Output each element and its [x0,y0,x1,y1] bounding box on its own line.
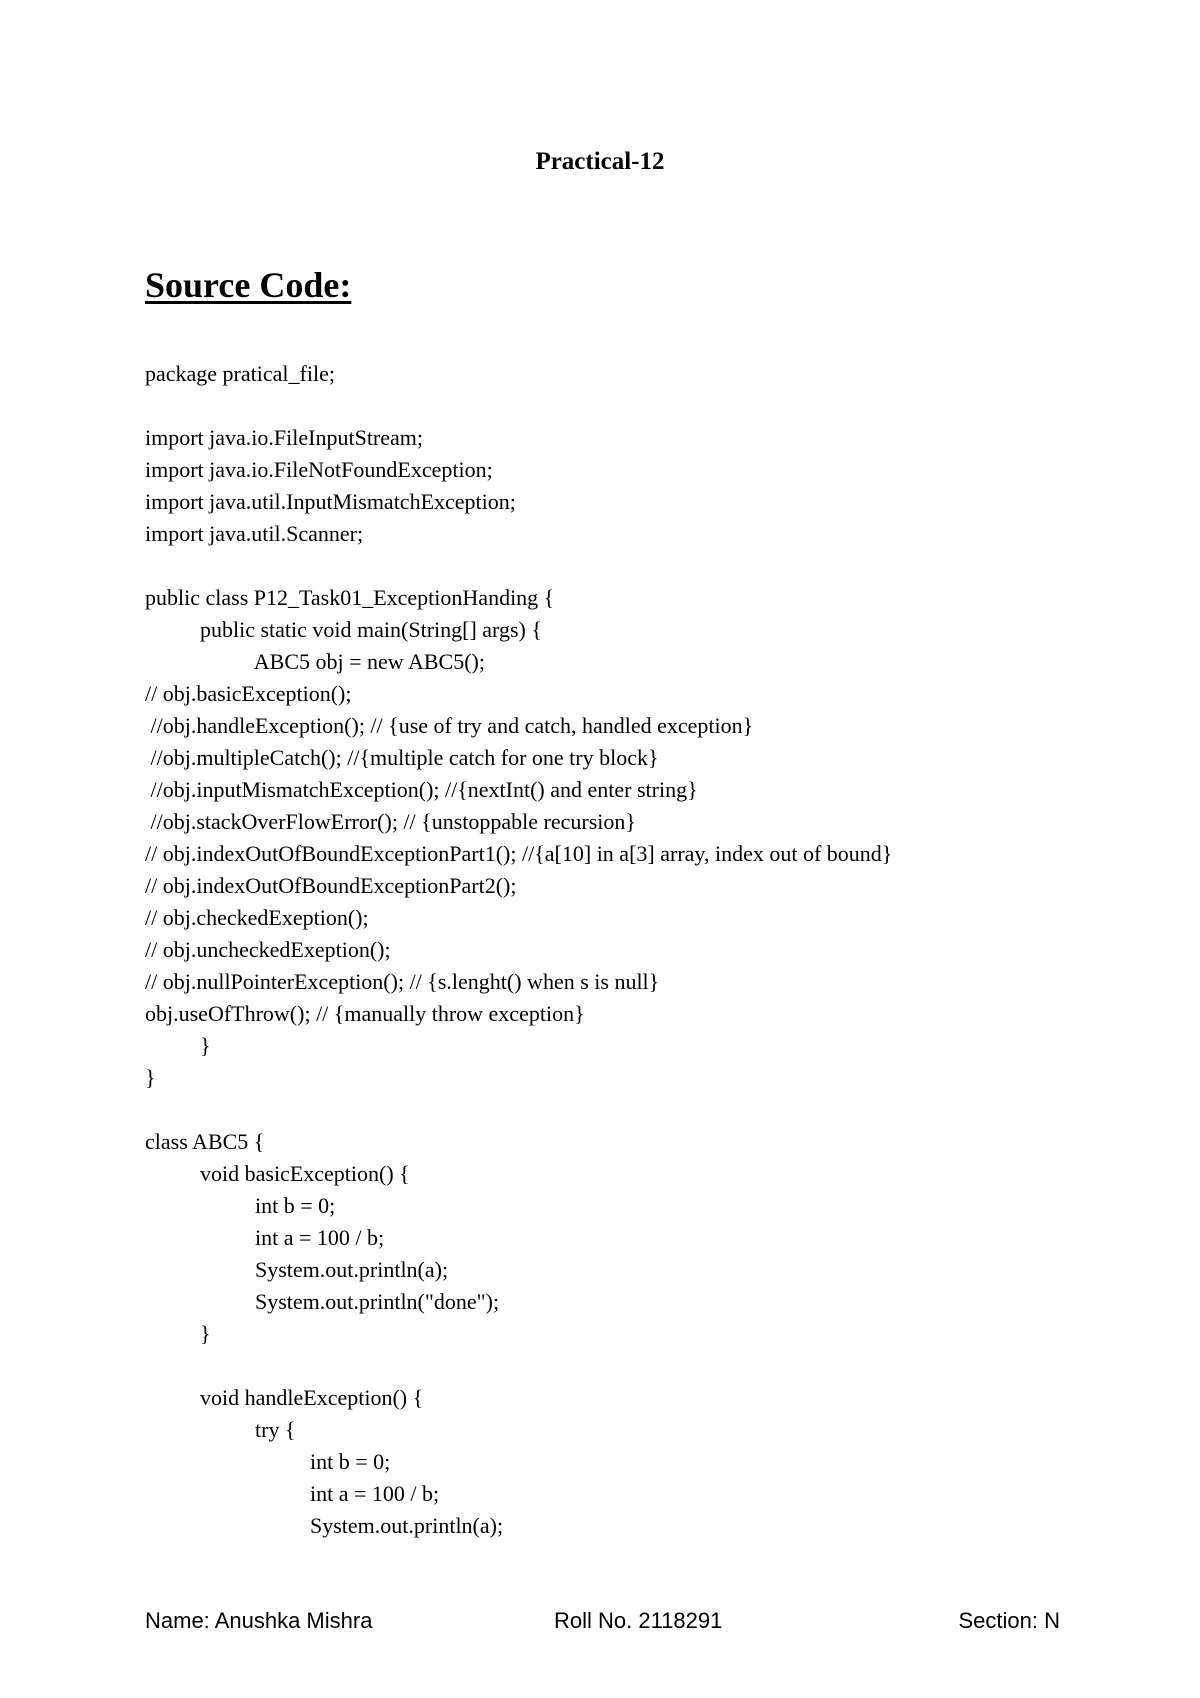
code-line: ABC5 obj = new ABC5(); [145,649,485,674]
code-line: import java.io.FileNotFoundException; [145,457,493,482]
code-line: public class P12_Task01_ExceptionHanding { [145,585,555,610]
code-line: } [145,1065,156,1090]
source-code-heading: Source Code: [145,265,352,305]
code-line [145,390,1105,422]
code-line: } [145,1033,211,1058]
code-line: // obj.checkedExeption(); [145,905,369,930]
code-line: int a = 100 / b; [145,1225,385,1250]
page-footer [145,1608,1060,1638]
code-line: import java.util.Scanner; [145,521,364,546]
footer-roll-number: Roll No. 2118291 [554,1608,723,1633]
code-line: void basicException() { [145,1161,410,1186]
code-line: import java.util.InputMismatchException; [145,489,516,514]
code-line: //obj.handleException(); // {use of try and catch, handled exception} [145,713,754,738]
code-line [145,1350,1105,1382]
code-line: int b = 0; [145,1193,336,1218]
footer-student-name: Name: Anushka Mishra [145,1608,373,1633]
code-line [145,1094,1105,1126]
code-line [145,550,1105,582]
code-line: System.out.println(a); [145,1513,504,1538]
code-line: System.out.println("done"); [145,1289,500,1314]
code-line: try { [145,1417,296,1442]
code-line: package pratical_file; [145,361,335,386]
code-line: } [145,1321,211,1346]
code-line: //obj.inputMismatchException(); //{nextInt() and enter string} [145,777,698,802]
code-line: //obj.stackOverFlowError(); // {unstoppable recursion} [145,809,636,834]
page-title: Practical-12 [535,148,665,175]
code-line: int b = 0; [145,1449,391,1474]
code-listing [145,358,1105,1542]
code-line: obj.useOfThrow(); // {manually throw exception} [145,1001,585,1026]
code-line: // obj.indexOutOfBoundExceptionPart2(); [145,873,517,898]
code-line: int a = 100 / b; [145,1481,440,1506]
code-line: //obj.multipleCatch(); //{multiple catch for one try block} [145,745,659,770]
code-line: // obj.nullPointerException(); // {s.lenght() when s is null} [145,969,660,994]
code-line: public static void main(String[] args) { [145,617,542,642]
code-line: // obj.basicException(); [145,681,352,706]
code-line: void handleException() { [145,1385,424,1410]
code-line: class ABC5 { [145,1129,265,1154]
footer-section: Section: N [958,1608,1060,1633]
code-line: // obj.uncheckedExeption(); [145,937,391,962]
code-line: import java.io.FileInputStream; [145,425,424,450]
code-line: // obj.indexOutOfBoundExceptionPart1(); //{a[10] in a[3] array, index out of bound} [145,841,893,866]
code-line: System.out.println(a); [145,1257,449,1282]
